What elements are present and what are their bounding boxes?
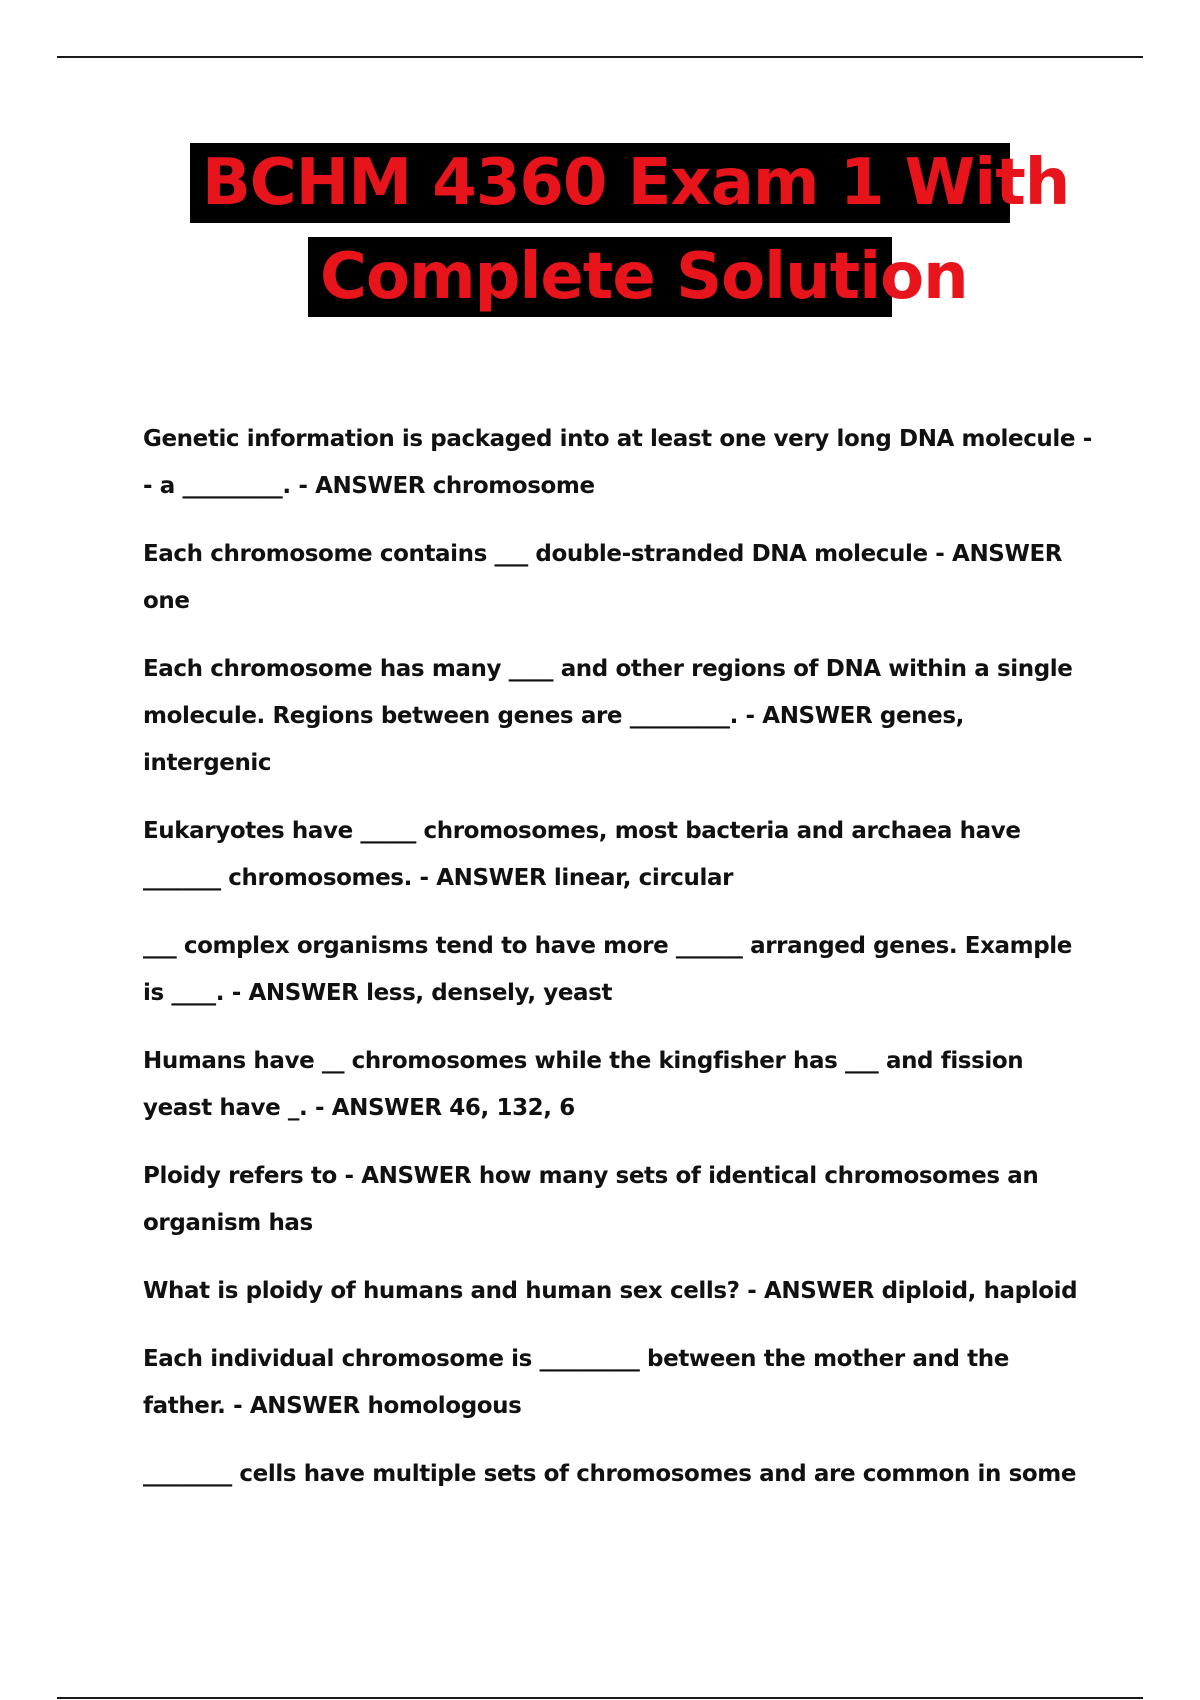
qa-item: Each chromosome has many ____ and other regions of DNA within a single molecule. Regions between genes are _________. - ANSWER genes, intergenic bbox=[143, 656, 1073, 776]
qa-item: ___ complex organisms tend to have more ______ arranged genes. Example is ____. - ANSWER less, densely, yeast bbox=[143, 933, 1072, 1006]
qa-item: Humans have __ chromosomes while the kingfisher has ___ and fission yeast have _. - ANSWER 46, 132, 6 bbox=[143, 1048, 1024, 1121]
qa-item: What is ploidy of humans and human sex cells? - ANSWER diploid, haploid bbox=[143, 1278, 1078, 1304]
qa-item: Eukaryotes have _____ chromosomes, most bacteria and archaea have _______ chromosomes. - ANSWER linear, circular bbox=[143, 818, 1021, 891]
qa-item: Ploidy refers to - ANSWER how many sets of identical chromosomes an organism has bbox=[143, 1163, 1039, 1236]
document-title bbox=[0, 143, 1200, 317]
qa-item: Each chromosome contains ___ double-stranded DNA molecule - ANSWER one bbox=[143, 541, 1063, 614]
title-line-1: BCHM 4360 Exam 1 With bbox=[190, 143, 1010, 223]
title-line-2: Complete Solution bbox=[308, 237, 892, 317]
qa-item: Genetic information is packaged into at least one very long DNA molecule -- a _________. - ANSWER chromosome bbox=[143, 426, 1092, 499]
qa-item: Each individual chromosome is _________ between the mother and the father. - ANSWER homologous bbox=[143, 1346, 1009, 1419]
qa-item: ________ cells have multiple sets of chromosomes and are common in some bbox=[143, 1461, 1077, 1487]
qa-list bbox=[143, 416, 1093, 1519]
top-rule bbox=[57, 56, 1143, 58]
bottom-rule bbox=[57, 1697, 1143, 1699]
